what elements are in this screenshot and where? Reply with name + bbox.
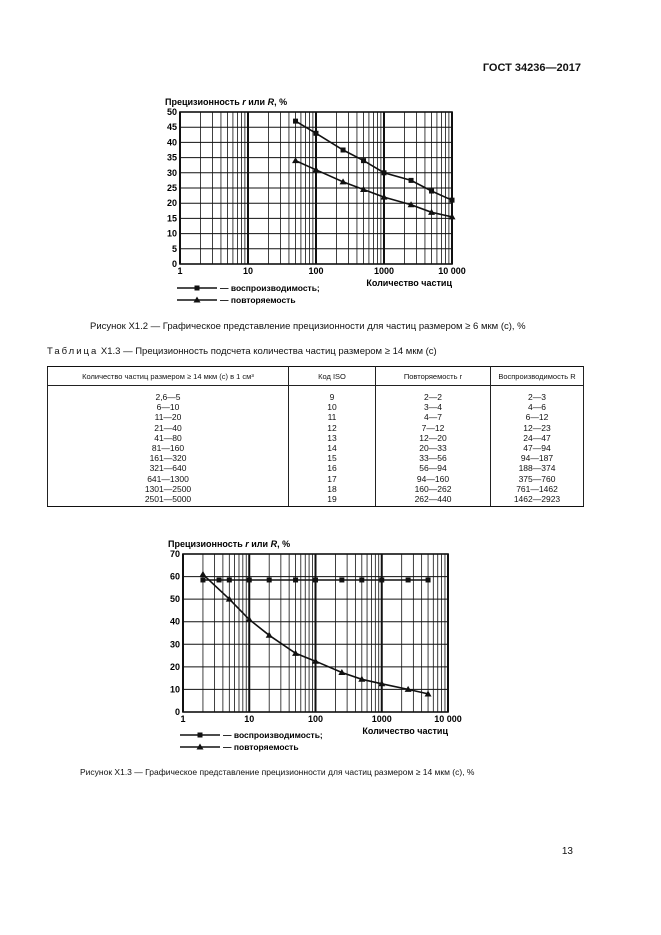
page-number: 13	[561, 846, 573, 857]
table-cell: 2—3	[491, 386, 584, 403]
x-tick-label: 10 000	[438, 266, 466, 276]
table-cell: 56—94	[376, 463, 491, 473]
table-row	[48, 494, 584, 507]
table-cell: 7—12	[376, 423, 491, 433]
reproducibility-point	[450, 198, 455, 203]
table-cell: 6—12	[491, 412, 584, 422]
reproducibility-point	[339, 577, 344, 582]
reproducibility-point	[379, 577, 384, 582]
header-particle-count: Количество частиц размером ≥ 14 мкм (с) в 1 см³	[48, 367, 289, 386]
y-tick-label: 5	[171, 243, 177, 254]
table-row	[48, 402, 584, 412]
reproducibility-point	[200, 577, 205, 582]
y-tick-label: 40	[166, 137, 177, 148]
y-tick-label: 10	[166, 228, 177, 239]
table-cell: 2501—5000	[48, 494, 289, 507]
table-cell: 9	[289, 386, 376, 403]
table-cell: 3—4	[376, 402, 491, 412]
y-tick-label: 20	[166, 198, 177, 209]
legend-label: — повторяемость	[220, 295, 296, 305]
table-cell: 188—374	[491, 463, 584, 473]
x-axis-label: Количество частиц	[362, 726, 448, 736]
figure-x1-2-caption: Рисунок X1.2 — Графическое представление прецизионности для частиц размером ≥ 6 мкм (c), %	[90, 321, 526, 332]
table-row	[48, 423, 584, 433]
y-tick-label: 50	[169, 594, 180, 605]
x-tick-label: 10	[242, 266, 254, 276]
legend-square-marker	[195, 286, 200, 291]
y-axis-label: Прецизионность r или R, %	[165, 97, 288, 107]
y-tick-label: 0	[171, 259, 177, 269]
reproducibility-point	[227, 577, 232, 582]
table-row	[48, 474, 584, 484]
table-cell: 17	[289, 474, 376, 484]
precision-chart-x1-2	[0, 85, 661, 315]
table-cell: 160—262	[376, 484, 491, 494]
x-tick-label: 1	[180, 714, 186, 724]
legend-label: — воспроизводимость;	[223, 730, 323, 740]
table-row	[48, 386, 584, 403]
y-tick-label: 30	[169, 639, 180, 650]
y-tick-label: 25	[166, 183, 177, 193]
table-cell: 13	[289, 433, 376, 443]
table-row	[48, 484, 584, 494]
table-cell: 15	[289, 453, 376, 463]
y-tick-label: 20	[169, 661, 180, 672]
legend-label: — воспроизводимость;	[220, 283, 320, 293]
table-row	[48, 412, 584, 422]
standard-number: ГОСТ 34236—2017	[482, 62, 581, 74]
table-cell: 321—640	[48, 463, 289, 473]
table-cell: 41—80	[48, 433, 289, 443]
x-tick-label: 1	[177, 266, 183, 276]
y-tick-label: 35	[166, 152, 177, 163]
reproducibility-point	[217, 577, 222, 582]
y-tick-label: 70	[169, 549, 180, 559]
precision-chart-x1-3	[0, 530, 661, 760]
table-cell: 16	[289, 463, 376, 473]
x-tick-label: 100	[308, 266, 324, 276]
y-tick-label: 10	[169, 684, 180, 695]
y-tick-label: 15	[166, 213, 177, 224]
reproducibility-point	[313, 577, 318, 582]
table-title: Таблица X1.3 — Прецизионность подсчета количества частиц размером ≥ 14 мкм (c)	[47, 346, 437, 357]
table-cell: 24—47	[491, 433, 584, 443]
legend-square-marker	[198, 733, 203, 738]
y-tick-label: 45	[166, 122, 177, 133]
x-tick-label: 1000	[373, 266, 395, 276]
reproducibility-point	[361, 158, 366, 163]
y-tick-label: 0	[174, 707, 180, 717]
table-cell: 761—1462	[491, 484, 584, 494]
table-cell: 12—20	[376, 433, 491, 443]
y-tick-label: 40	[169, 616, 180, 627]
figure-x1-3-caption: Рисунок X1.3 — Графическое представление прецизионности для частиц размером ≥ 14 мкм (c), %	[80, 767, 475, 777]
reproducibility-point	[429, 189, 434, 194]
table-cell: 1462—2923	[491, 494, 584, 507]
y-tick-label: 30	[166, 167, 177, 178]
reproducibility-point	[293, 577, 298, 582]
table-cell: 33—56	[376, 453, 491, 463]
x-tick-label: 1000	[371, 714, 392, 724]
table-cell: 14	[289, 443, 376, 453]
table-cell: 375—760	[491, 474, 584, 484]
table-cell: 12—23	[491, 423, 584, 433]
table-cell: 11—20	[48, 412, 289, 422]
table-cell: 4—7	[376, 412, 491, 422]
reproducibility-point	[426, 577, 431, 582]
table-cell: 21—40	[48, 423, 289, 433]
table-row	[48, 453, 584, 463]
table-cell: 4—6	[491, 402, 584, 412]
table-cell: 47—94	[491, 443, 584, 453]
table-header-row	[48, 367, 584, 386]
table-cell: 94—187	[491, 453, 584, 463]
reproducibility-point	[382, 170, 387, 175]
table-cell: 10	[289, 402, 376, 412]
table-cell: 11	[289, 412, 376, 422]
y-tick-label: 60	[169, 571, 180, 582]
x-tick-label: 10	[244, 714, 255, 724]
header-repeatability: Повторяемость r	[376, 367, 491, 386]
table-cell: 19	[289, 494, 376, 507]
reproducibility-point	[267, 577, 272, 582]
precision-table	[47, 366, 584, 507]
table-cell: 2—2	[376, 386, 491, 403]
y-tick-label: 50	[166, 107, 177, 117]
table-row	[48, 443, 584, 453]
reproducibility-point	[247, 577, 252, 582]
header-reproducibility: Воспроизводимость R	[491, 367, 584, 386]
table-row	[48, 463, 584, 473]
x-tick-label: 100	[307, 714, 324, 724]
table-cell: 81—160	[48, 443, 289, 453]
repeatability-point	[199, 571, 206, 577]
legend-label: — повторяемость	[223, 742, 299, 752]
reproducibility-point	[341, 148, 346, 153]
table-cell: 12	[289, 423, 376, 433]
table-cell: 18	[289, 484, 376, 494]
table-cell: 20—33	[376, 443, 491, 453]
reproducibility-point	[406, 577, 411, 582]
reproducibility-point	[409, 178, 414, 183]
y-axis-label: Прецизионность r или R, %	[168, 539, 291, 549]
x-tick-label: 10 000	[434, 714, 462, 724]
table-row	[48, 433, 584, 443]
header-iso-code: Код ISO	[289, 367, 376, 386]
reproducibility-point	[314, 131, 319, 136]
x-axis-label: Количество частиц	[366, 278, 452, 288]
table-cell: 641—1300	[48, 474, 289, 484]
table-cell: 161—320	[48, 453, 289, 463]
table-cell: 6—10	[48, 402, 289, 412]
reproducibility-point	[359, 577, 364, 582]
reproducibility-point	[293, 119, 298, 124]
table-cell: 1301—2500	[48, 484, 289, 494]
table-cell: 262—440	[376, 494, 491, 507]
table-cell: 94—160	[376, 474, 491, 484]
table-cell: 2,6—5	[48, 386, 289, 403]
